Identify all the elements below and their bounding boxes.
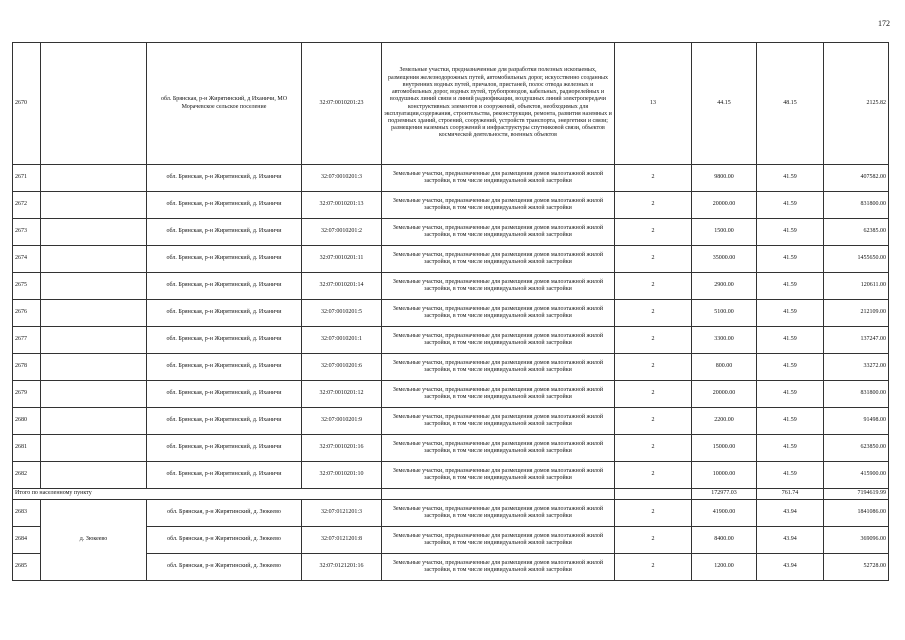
row-specific-value: 41.59: [757, 408, 824, 435]
row-address: обл. Брянская, р-н Жирятинский, д. Иханичи: [147, 327, 302, 354]
row-use-code: 2: [615, 273, 692, 300]
row-number: 2671: [13, 165, 41, 192]
row-cadastral-number: 32:07:0010201:9: [302, 408, 382, 435]
table-row: [13, 43, 889, 165]
total-blank-use: [382, 489, 615, 500]
row-use-code: 2: [615, 246, 692, 273]
row-use-code: 2: [615, 381, 692, 408]
row-address: обл. Брянская, р-н Жирятинский, д. Иханичи: [147, 381, 302, 408]
table-row: [13, 500, 889, 527]
row-area: 2200.00: [692, 408, 757, 435]
row-address: обл. Брянская, р-н Жирятинский, д. Иханичи: [147, 300, 302, 327]
row-specific-value: 48.15: [757, 43, 824, 165]
row-blank: [41, 327, 147, 354]
row-specific-value: 41.59: [757, 219, 824, 246]
row-cadastral-value: 120611.00: [824, 273, 889, 300]
row-land-use: Земельные участки, предназначенные для размещения домов малоэтажной жилой застройки, в том числе индивидуальной жилой застройки: [382, 192, 615, 219]
row-land-use: Земельные участки, предназначенные для размещения домов малоэтажной жилой застройки, в том числе индивидуальной жилой застройки: [382, 500, 615, 527]
row-cadastral-number: 32:07:0121201:8: [302, 527, 382, 554]
row-specific-value: 43.94: [757, 527, 824, 554]
table-row: [13, 435, 889, 462]
row-number: 2680: [13, 408, 41, 435]
row-address: обл. Брянская, р-н Жирятинский, д. Иханичи: [147, 354, 302, 381]
row-use-code: 2: [615, 435, 692, 462]
row-number: 2672: [13, 192, 41, 219]
row-address: обл. Брянская, р-н Жирятинский, д. Иханичи: [147, 273, 302, 300]
row-use-code: 2: [615, 300, 692, 327]
row-address: обл. Брянская, р-н Жирятинский, д. Иханичи: [147, 408, 302, 435]
row-use-code: 2: [615, 165, 692, 192]
row-number: 2684: [13, 527, 41, 554]
row-area: 800.00: [692, 354, 757, 381]
table-row: [13, 273, 889, 300]
row-area: 10000.00: [692, 462, 757, 489]
row-cadastral-number: 32:07:0010201:2: [302, 219, 382, 246]
row-specific-value: 41.59: [757, 246, 824, 273]
row-blank: [41, 435, 147, 462]
row-area: 41900.00: [692, 500, 757, 527]
total-rate: 761.74: [757, 489, 824, 500]
row-cadastral-number: 32:07:0121201:3: [302, 500, 382, 527]
row-blank: [41, 246, 147, 273]
row-area: 15000.00: [692, 435, 757, 462]
table-row: [13, 327, 889, 354]
row-cadastral-number: 32:07:0010201:6: [302, 354, 382, 381]
row-area: 9800.00: [692, 165, 757, 192]
row-land-use: Земельные участки, предназначенные для размещения домов малоэтажной жилой застройки, в том числе индивидуальной жилой застройки: [382, 554, 615, 581]
row-area: 2900.00: [692, 273, 757, 300]
row-number: 2678: [13, 354, 41, 381]
row-use-code: 2: [615, 354, 692, 381]
table-row: [13, 165, 889, 192]
row-address: обл. Брянская, р-н Жирятинский, д. Иханичи: [147, 192, 302, 219]
table-row: [13, 192, 889, 219]
row-cadastral-value: 831800.00: [824, 192, 889, 219]
row-use-code: 2: [615, 192, 692, 219]
row-specific-value: 41.59: [757, 327, 824, 354]
row-land-use: Земельные участки, предназначенные для размещения домов малоэтажной жилой застройки, в том числе индивидуальной жилой застройки: [382, 273, 615, 300]
row-number: 2674: [13, 246, 41, 273]
row-cadastral-number: 32:07:0010201:14: [302, 273, 382, 300]
row-use-code: 2: [615, 462, 692, 489]
row-land-use: Земельные участки, предназначенные для размещения домов малоэтажной жилой застройки, в том числе индивидуальной жилой застройки: [382, 327, 615, 354]
total-area: 172977.03: [692, 489, 757, 500]
row-cadastral-number: 32:07:0010201:23: [302, 43, 382, 165]
table-row: [13, 462, 889, 489]
row-specific-value: 43.94: [757, 500, 824, 527]
row-blank: [41, 462, 147, 489]
row-blank: [41, 219, 147, 246]
row-blank: [41, 381, 147, 408]
row-blank: [41, 43, 147, 165]
page-number: 172: [878, 19, 890, 28]
row-cadastral-value: 415900.00: [824, 462, 889, 489]
row-number: 2673: [13, 219, 41, 246]
table-row: [13, 246, 889, 273]
settlement-name: д. Зюкеево: [41, 500, 147, 581]
row-specific-value: 41.59: [757, 192, 824, 219]
row-use-code: 13: [615, 43, 692, 165]
total-label: Итого по населенному пункту: [13, 489, 382, 500]
row-cadastral-value: 1841086.00: [824, 500, 889, 527]
row-blank: [41, 408, 147, 435]
row-use-code: 2: [615, 500, 692, 527]
row-land-use: Земельные участки, предназначенные для размещения домов малоэтажной жилой застройки, в том числе индивидуальной жилой застройки: [382, 354, 615, 381]
row-land-use: Земельные участки, предназначенные для размещения домов малоэтажной жилой застройки, в том числе индивидуальной жилой застройки: [382, 462, 615, 489]
row-cadastral-value: 831800.00: [824, 381, 889, 408]
row-land-use: Земельные участки, предназначенные для размещения домов малоэтажной жилой застройки, в том числе индивидуальной жилой застройки: [382, 219, 615, 246]
total-value: 7194619.99: [824, 489, 889, 500]
row-number: 2679: [13, 381, 41, 408]
row-specific-value: 41.59: [757, 435, 824, 462]
row-use-code: 2: [615, 219, 692, 246]
row-cadastral-number: 32:07:0010201:5: [302, 300, 382, 327]
row-specific-value: 41.59: [757, 273, 824, 300]
row-area: 3300.00: [692, 327, 757, 354]
row-area: 20000.00: [692, 192, 757, 219]
row-land-use: Земельные участки, предназначенные для размещения домов малоэтажной жилой застройки, в том числе индивидуальной жилой застройки: [382, 381, 615, 408]
row-land-use: Земельные участки, предназначенные для размещения домов малоэтажной жилой застройки, в том числе индивидуальной жилой застройки: [382, 165, 615, 192]
cadastral-value-table: [12, 42, 889, 581]
row-number: 2682: [13, 462, 41, 489]
row-cadastral-number: 32:07:0010201:12: [302, 381, 382, 408]
row-address: обл. Брянская, р-н Жирятинский, д. Иханичи: [147, 219, 302, 246]
total-blank-code: [615, 489, 692, 500]
row-cadastral-number: 32:07:0010201:1: [302, 327, 382, 354]
row-land-use: Земельные участки, предназначенные для размещения домов малоэтажной жилой застройки, в том числе индивидуальной жилой застройки: [382, 435, 615, 462]
row-cadastral-number: 32:07:0010201:11: [302, 246, 382, 273]
row-number: 2681: [13, 435, 41, 462]
row-number: 2683: [13, 500, 41, 527]
row-address: обл. Брянская, р-н Жирятинский, д. Зюкеево: [147, 500, 302, 527]
row-specific-value: 41.59: [757, 165, 824, 192]
row-cadastral-number: 32:07:0010201:10: [302, 462, 382, 489]
row-cadastral-value: 1455650.00: [824, 246, 889, 273]
row-specific-value: 41.59: [757, 354, 824, 381]
row-cadastral-number: 32:07:0010201:16: [302, 435, 382, 462]
row-cadastral-value: 369096.00: [824, 527, 889, 554]
row-use-code: 2: [615, 327, 692, 354]
row-area: 5100.00: [692, 300, 757, 327]
row-use-code: 2: [615, 527, 692, 554]
row-specific-value: 41.59: [757, 381, 824, 408]
row-specific-value: 43.94: [757, 554, 824, 581]
row-address: обл. Брянская, р-н Жирятинский, д. Иханичи: [147, 246, 302, 273]
row-number: 2675: [13, 273, 41, 300]
row-specific-value: 41.59: [757, 300, 824, 327]
row-use-code: 2: [615, 554, 692, 581]
row-blank: [41, 165, 147, 192]
row-cadastral-value: 52728.00: [824, 554, 889, 581]
row-land-use: Земельные участки, предназначенные для разработки полезных ископаемых, размещения железнодорожных путей, автомобильных дорог, искусственно созданных внутренних водных путей, причалов, пристаней, полос отвода железных и автомобильных дорог, водных путей, трубопроводов, кабельных, радиорелейных и воздушных линий связи и линий радиофикации, воздушных линий электропередачи конструктивных элементов и сооружений, объектов, необходимых для эксплуатации,содержания, строительства, реконструкции, ремонта, развития наземных и подземных зданий, строений, сооружений, устройств транспорта, энергетики и связи; размещения наземных сооружений и инфраструктуры спутниковой связи, объектов космической деятельности, военных объектов: [382, 43, 615, 165]
row-blank: [41, 300, 147, 327]
row-cadastral-number: 32:07:0121201:16: [302, 554, 382, 581]
table-row: [13, 300, 889, 327]
row-address: обл. Брянская, р-н Жирятинский, д. Иханичи: [147, 165, 302, 192]
row-land-use: Земельные участки, предназначенные для размещения домов малоэтажной жилой застройки, в том числе индивидуальной жилой застройки: [382, 527, 615, 554]
row-number: 2676: [13, 300, 41, 327]
row-specific-value: 41.59: [757, 462, 824, 489]
row-cadastral-value: 91498.00: [824, 408, 889, 435]
row-number: 2685: [13, 554, 41, 581]
row-blank: [41, 354, 147, 381]
row-use-code: 2: [615, 408, 692, 435]
row-cadastral-number: 32:07:0010201:3: [302, 165, 382, 192]
row-cadastral-value: 137247.00: [824, 327, 889, 354]
row-blank: [41, 192, 147, 219]
row-area: 1500.00: [692, 219, 757, 246]
row-land-use: Земельные участки, предназначенные для размещения домов малоэтажной жилой застройки, в том числе индивидуальной жилой застройки: [382, 300, 615, 327]
row-number: 2670: [13, 43, 41, 165]
table-row: [13, 408, 889, 435]
row-cadastral-value: 33272.00: [824, 354, 889, 381]
row-area: 35000.00: [692, 246, 757, 273]
row-area: 1200.00: [692, 554, 757, 581]
table-row: [13, 381, 889, 408]
row-cadastral-value: 623850.00: [824, 435, 889, 462]
row-address: обл. Брянская, р-н Жирятинский, д Иханичи, МО Морачевское сельское поселение: [147, 43, 302, 165]
row-blank: [41, 273, 147, 300]
row-address: обл. Брянская, р-н Жирятинский, д. Зюкеево: [147, 527, 302, 554]
total-row: [13, 489, 889, 500]
table-row: [13, 219, 889, 246]
row-cadastral-value: 62385.00: [824, 219, 889, 246]
table-row: [13, 354, 889, 381]
row-cadastral-value: 212109.00: [824, 300, 889, 327]
row-address: обл. Брянская, р-н Жирятинский, д. Иханичи: [147, 462, 302, 489]
row-cadastral-number: 32:07:0010201:13: [302, 192, 382, 219]
row-land-use: Земельные участки, предназначенные для размещения домов малоэтажной жилой застройки, в том числе индивидуальной жилой застройки: [382, 246, 615, 273]
row-land-use: Земельные участки, предназначенные для размещения домов малоэтажной жилой застройки, в том числе индивидуальной жилой застройки: [382, 408, 615, 435]
row-address: обл. Брянская, р-н Жирятинский, д. Зюкеево: [147, 554, 302, 581]
row-cadastral-value: 407582.00: [824, 165, 889, 192]
row-area: 20000.00: [692, 381, 757, 408]
row-area: 8400.00: [692, 527, 757, 554]
row-area: 44.15: [692, 43, 757, 165]
row-address: обл. Брянская, р-н Жирятинский, д. Иханичи: [147, 435, 302, 462]
row-number: 2677: [13, 327, 41, 354]
row-cadastral-value: 2125.82: [824, 43, 889, 165]
